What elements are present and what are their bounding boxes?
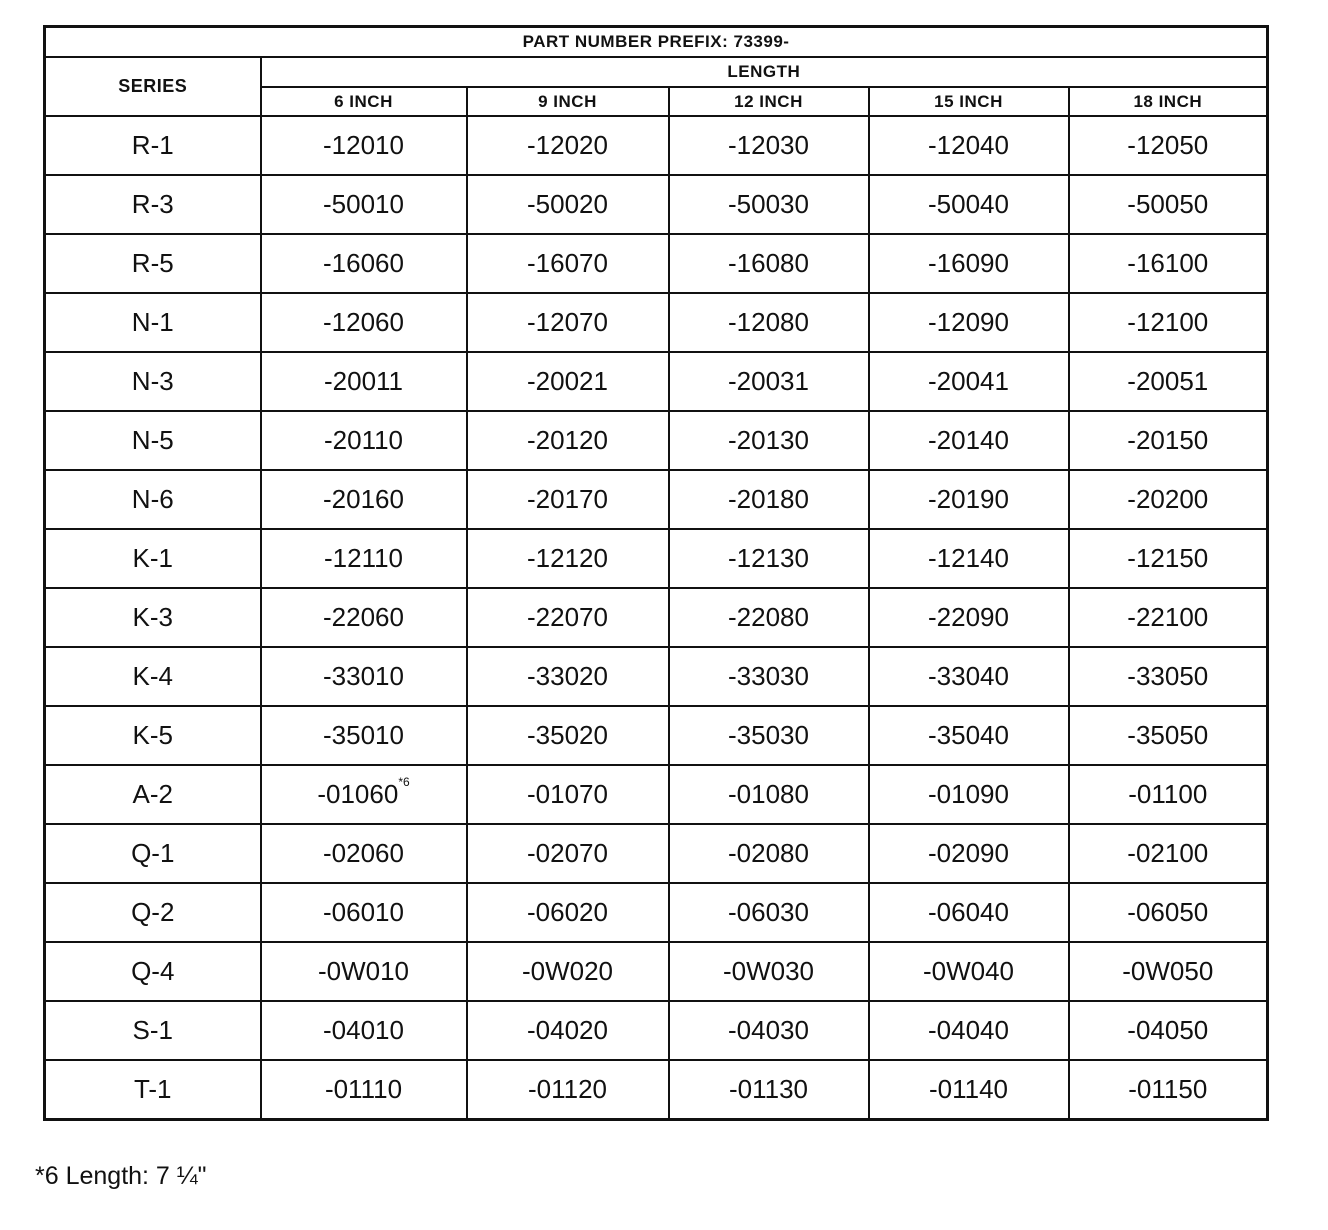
part-number-cell	[261, 352, 467, 411]
part-number-value: -35020	[527, 720, 608, 750]
series-cell: R-3	[45, 175, 261, 234]
length-col-header: 6 INCH	[261, 87, 467, 116]
part-number-value: -0W010	[317, 956, 410, 986]
part-number-value: -20200	[1127, 484, 1209, 514]
footnote: *6 Length: 7 ¼"	[35, 1162, 207, 1190]
table-row	[45, 1060, 1268, 1120]
part-number-value: -01130	[728, 1074, 809, 1104]
table-row	[45, 470, 1268, 529]
part-number-value: -20150	[1127, 425, 1209, 455]
table-row	[45, 293, 1268, 352]
part-number-cell	[261, 647, 467, 706]
part-number-cell	[669, 116, 869, 175]
part-number-value: -20031	[728, 366, 809, 396]
part-number-value: -12100	[1127, 307, 1209, 337]
part-number-value: -20051	[1127, 366, 1209, 396]
part-number-value: -33010	[323, 661, 404, 691]
series-cell: R-5	[45, 234, 261, 293]
part-number-value: -01100	[1128, 779, 1208, 809]
part-number-cell	[669, 824, 869, 883]
part-number-cell	[467, 529, 669, 588]
part-number-prefix: PART NUMBER PREFIX: 73399-	[45, 27, 1268, 58]
part-number-cell	[261, 588, 467, 647]
part-number-cell	[1069, 352, 1268, 411]
part-number-cell	[261, 883, 467, 942]
part-number-cell	[669, 765, 869, 824]
part-number-value: -01060	[317, 779, 399, 809]
part-number-value: -01070	[527, 779, 608, 809]
table-row	[45, 824, 1268, 883]
part-number-cell	[869, 1001, 1069, 1060]
part-number-cell	[1069, 234, 1268, 293]
part-number-value: -33050	[1127, 661, 1209, 691]
table-row	[45, 175, 1268, 234]
part-number-value: -0W030	[722, 956, 815, 986]
part-number-cell	[869, 411, 1069, 470]
part-number-value: -04010	[323, 1015, 404, 1045]
part-number-cell	[669, 1060, 869, 1120]
part-number-value: -04020	[527, 1015, 608, 1045]
part-number-cell	[1069, 765, 1268, 824]
part-number-cell	[1069, 529, 1268, 588]
part-number-value: -35010	[323, 720, 404, 750]
part-number-cell	[669, 470, 869, 529]
part-number-value: -06020	[527, 897, 608, 927]
part-number-cell	[869, 647, 1069, 706]
part-number-cell	[1069, 470, 1268, 529]
table-row	[45, 116, 1268, 175]
series-cell: K-1	[45, 529, 261, 588]
series-cell: N-5	[45, 411, 261, 470]
part-number-cell	[467, 1060, 669, 1120]
part-number-value: -04050	[1127, 1015, 1209, 1045]
part-number-cell	[669, 411, 869, 470]
part-number-value: -02090	[928, 838, 1009, 868]
part-number-value: -22080	[728, 602, 809, 632]
table-row	[45, 234, 1268, 293]
part-number-value: -16100	[1127, 248, 1209, 278]
part-number-value: -20130	[728, 425, 809, 455]
table-row	[45, 411, 1268, 470]
part-number-cell	[869, 588, 1069, 647]
part-number-value: -0W020	[521, 956, 614, 986]
part-number-value: -02100	[1127, 838, 1209, 868]
part-number-value: -20160	[323, 484, 404, 514]
part-number-value: -02080	[728, 838, 809, 868]
part-number-value: -35050	[1127, 720, 1209, 750]
part-number-value: -12050	[1127, 130, 1209, 160]
part-number-cell	[869, 293, 1069, 352]
part-number-cell	[869, 116, 1069, 175]
series-cell: A-2	[45, 765, 261, 824]
part-number-value: -20021	[527, 366, 608, 396]
part-number-value: -50010	[323, 189, 404, 219]
part-number-cell	[1069, 942, 1268, 1001]
length-col-header: 9 INCH	[467, 87, 669, 116]
part-number-cell	[669, 706, 869, 765]
part-number-cell	[467, 883, 669, 942]
table-row	[45, 706, 1268, 765]
part-number-cell	[261, 470, 467, 529]
table-row	[45, 765, 1268, 824]
part-number-value: -50020	[527, 189, 608, 219]
part-number-cell	[261, 942, 467, 1001]
part-number-cell	[869, 470, 1069, 529]
part-number-value: -20140	[928, 425, 1009, 455]
series-cell: N-1	[45, 293, 261, 352]
part-number-value: -22090	[928, 602, 1009, 632]
part-number-cell	[669, 352, 869, 411]
part-number-value: -02070	[527, 838, 608, 868]
part-number-cell	[869, 352, 1069, 411]
part-number-cell	[467, 824, 669, 883]
part-number-cell	[669, 234, 869, 293]
part-number-value: -04030	[728, 1015, 809, 1045]
part-number-value: -20180	[728, 484, 809, 514]
part-number-cell	[261, 293, 467, 352]
part-number-cell	[869, 706, 1069, 765]
series-cell: R-1	[45, 116, 261, 175]
part-number-value: -16080	[728, 248, 809, 278]
part-number-cell	[467, 942, 669, 1001]
part-number-cell	[869, 883, 1069, 942]
part-number-value: -20011	[323, 366, 404, 396]
part-number-cell	[467, 647, 669, 706]
part-number-cell	[467, 765, 669, 824]
part-number-value: -20110	[323, 425, 404, 455]
part-number-value: -12060	[323, 307, 404, 337]
part-number-value: -16060	[323, 248, 404, 278]
part-number-value: -12110	[323, 543, 404, 573]
part-number-cell	[467, 175, 669, 234]
part-number-value: -33030	[728, 661, 809, 691]
part-number-cell	[467, 470, 669, 529]
part-number-cell	[467, 588, 669, 647]
part-number-value: -0W040	[922, 956, 1015, 986]
part-number-cell	[869, 1060, 1069, 1120]
part-number-cell	[669, 588, 869, 647]
part-number-value: -50030	[728, 189, 809, 219]
part-number-cell	[869, 942, 1069, 1001]
part-number-cell	[869, 824, 1069, 883]
part-number-cell	[869, 529, 1069, 588]
part-number-value: -12080	[728, 307, 809, 337]
part-number-value: -0W050	[1122, 956, 1214, 986]
series-cell: Q-4	[45, 942, 261, 1001]
table-body	[45, 116, 1268, 1120]
part-number-cell	[1069, 1001, 1268, 1060]
part-number-value: -20190	[928, 484, 1009, 514]
part-number-cell	[669, 883, 869, 942]
part-number-cell	[467, 706, 669, 765]
part-number-cell	[261, 175, 467, 234]
part-number-value: -35030	[728, 720, 809, 750]
length-col-header: 15 INCH	[869, 87, 1069, 116]
part-number-cell	[869, 175, 1069, 234]
table-row	[45, 942, 1268, 1001]
part-number-value: -12140	[928, 543, 1009, 573]
part-number-value: -01110	[324, 1074, 403, 1104]
part-number-value: -01150	[1128, 1074, 1208, 1104]
part-number-value: -06050	[1127, 897, 1209, 927]
part-number-value: -12010	[323, 130, 404, 160]
part-number-value: -06010	[323, 897, 404, 927]
part-number-value: -50040	[928, 189, 1009, 219]
series-cell: K-5	[45, 706, 261, 765]
part-number-cell	[261, 706, 467, 765]
part-number-value: -02060	[323, 838, 404, 868]
part-number-value: -12020	[527, 130, 608, 160]
part-number-value: -50050	[1127, 189, 1209, 219]
part-number-value: -12090	[928, 307, 1009, 337]
series-cell: Q-1	[45, 824, 261, 883]
part-number-value: -06030	[728, 897, 809, 927]
part-number-cell	[1069, 1060, 1268, 1120]
part-number-cell	[869, 234, 1069, 293]
part-number-cell	[1069, 293, 1268, 352]
table-row	[45, 352, 1268, 411]
part-number-cell	[1069, 588, 1268, 647]
footnote-marker: *6	[398, 775, 410, 789]
part-number-cell	[1069, 116, 1268, 175]
part-number-value: -12120	[527, 543, 608, 573]
part-number-value: -20041	[928, 366, 1009, 396]
part-number-value: -35040	[928, 720, 1009, 750]
part-number-cell	[261, 529, 467, 588]
part-number-value: -12070	[527, 307, 608, 337]
length-header: LENGTH	[261, 57, 1268, 87]
part-number-value: -12040	[928, 130, 1009, 160]
part-number-cell	[1069, 647, 1268, 706]
series-cell: T-1	[45, 1060, 261, 1120]
part-number-cell	[1069, 706, 1268, 765]
part-number-cell	[261, 1001, 467, 1060]
part-number-value: -12130	[728, 543, 809, 573]
series-header: SERIES	[45, 57, 261, 116]
table-row	[45, 647, 1268, 706]
part-number-cell	[1069, 411, 1268, 470]
part-number-cell	[869, 765, 1069, 824]
part-number-cell	[261, 1060, 467, 1120]
part-number-cell	[669, 529, 869, 588]
part-number-cell	[467, 352, 669, 411]
table-row	[45, 529, 1268, 588]
part-number-value: -01090	[928, 779, 1009, 809]
part-number-cell	[261, 765, 467, 824]
part-number-cell	[669, 175, 869, 234]
part-number-value: -12030	[728, 130, 809, 160]
part-number-table	[43, 25, 1269, 1121]
part-number-cell	[669, 647, 869, 706]
part-number-value: -01080	[728, 779, 809, 809]
part-number-cell	[261, 824, 467, 883]
part-number-cell	[467, 411, 669, 470]
part-number-value: -12150	[1127, 543, 1209, 573]
series-cell: N-3	[45, 352, 261, 411]
part-number-cell	[261, 411, 467, 470]
part-number-value: -20120	[527, 425, 608, 455]
part-number-cell	[261, 234, 467, 293]
series-cell: Q-2	[45, 883, 261, 942]
series-cell: N-6	[45, 470, 261, 529]
part-number-value: -22070	[527, 602, 608, 632]
part-number-value: -33020	[527, 661, 608, 691]
part-number-value: -33040	[928, 661, 1009, 691]
part-number-cell	[1069, 883, 1268, 942]
part-number-cell	[261, 116, 467, 175]
part-number-value: -22060	[323, 602, 404, 632]
part-number-cell	[669, 1001, 869, 1060]
table-row	[45, 1001, 1268, 1060]
part-number-cell	[467, 293, 669, 352]
part-number-cell	[669, 293, 869, 352]
part-number-cell	[669, 942, 869, 1001]
part-number-cell	[467, 234, 669, 293]
table-row	[45, 883, 1268, 942]
part-number-value: -22100	[1127, 602, 1209, 632]
part-number-value: -04040	[928, 1015, 1009, 1045]
part-number-value: -16070	[527, 248, 608, 278]
length-col-header: 18 INCH	[1069, 87, 1268, 116]
part-number-cell	[1069, 824, 1268, 883]
part-number-value: -01140	[928, 1074, 1009, 1104]
series-cell: K-3	[45, 588, 261, 647]
part-number-value: -06040	[928, 897, 1009, 927]
part-number-cell	[467, 116, 669, 175]
part-number-value: -01120	[527, 1074, 608, 1104]
table-row	[45, 588, 1268, 647]
series-cell: S-1	[45, 1001, 261, 1060]
part-number-cell	[1069, 175, 1268, 234]
series-cell: K-4	[45, 647, 261, 706]
part-number-value: -16090	[928, 248, 1009, 278]
part-number-cell	[467, 1001, 669, 1060]
part-number-value: -20170	[527, 484, 608, 514]
length-col-header: 12 INCH	[669, 87, 869, 116]
